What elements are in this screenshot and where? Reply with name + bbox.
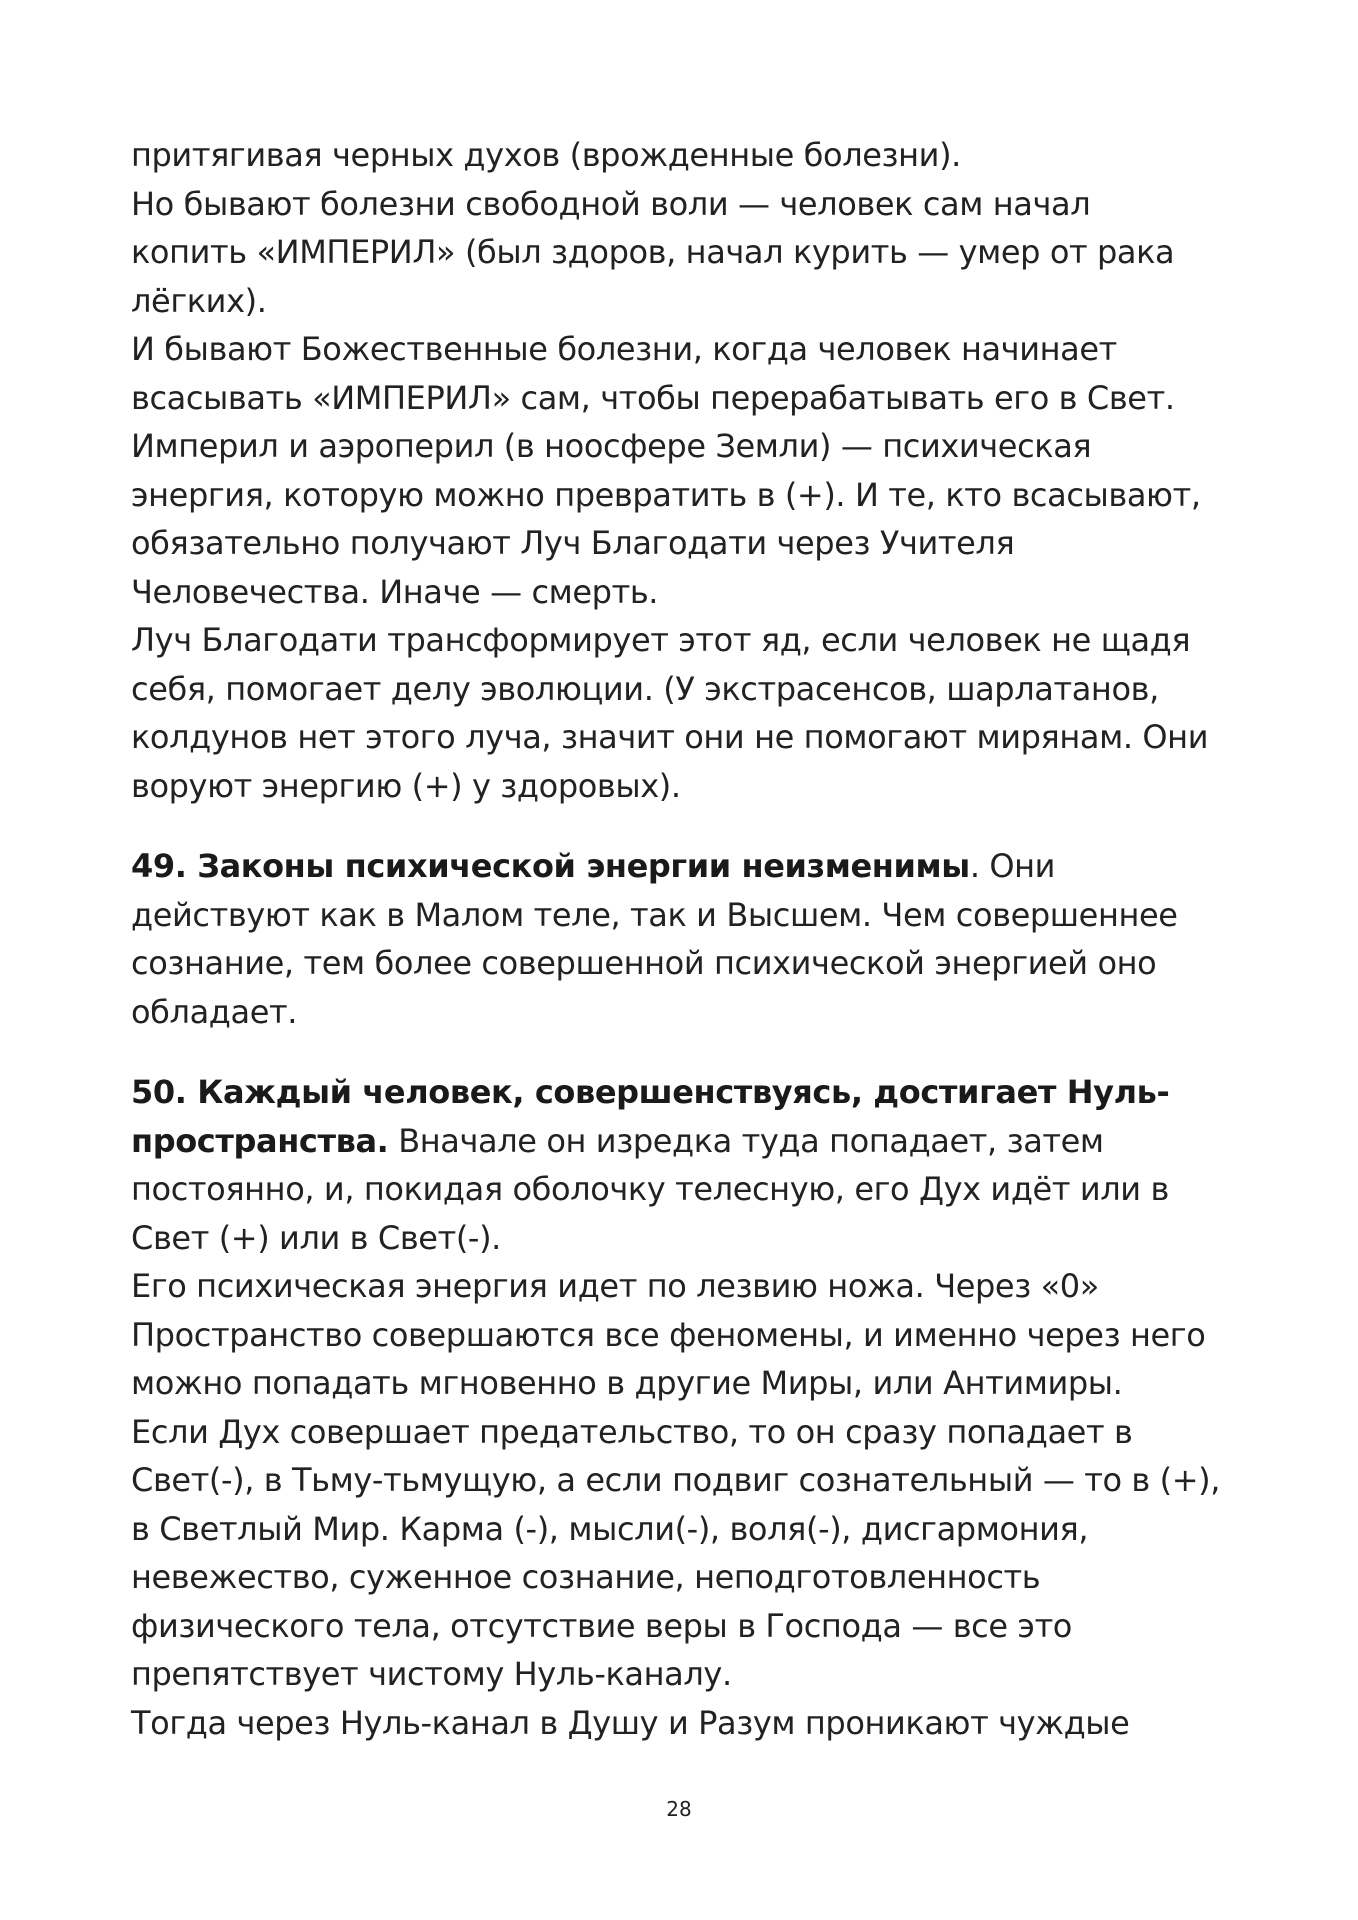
text-line: обладает. [131,992,298,1031]
section-50-heading-line-2: пространства. [131,1121,389,1160]
text-line: себя, помогает делу эволюции. (У экстрасенсов, шарлатанов, [131,669,1159,708]
text-line: всасывать «ИМПЕРИЛ» сам, чтобы перерабатывать его в Свет. [131,378,1175,417]
text-line: воруют энергию (+) у здоровых). [131,766,681,805]
text-line: можно попадать мгновенно в другие Миры, или Антимиры. [131,1364,1123,1402]
paragraph-gap [131,1036,1241,1068]
page-number: 28 [666,1797,692,1821]
text-line: Империл и аэроперил (в ноосфере Земли) — психическая [131,427,1092,465]
text-line: И бывают Божественные болезни, когда человек начинает [131,330,1117,368]
text-line: Тогда через Нуль-канал в Душу и Разум проникают чуждые [131,1703,1130,1742]
section-50-heading-rest: Вначале он изредка туда попадает, затем [388,1121,1104,1160]
section-49-heading: 49. Законы психической энергии неизменимы [131,847,970,885]
section-50-heading-line-1: 50. Каждый человек, совершенствуясь, достигает Нуль- [131,1073,1170,1111]
text-line: энергия, которую можно превратить в (+). И те, кто всасывают, [131,475,1201,514]
text-line: Свет (+) или в Свет(-). [131,1218,501,1257]
text-line: Если Дух совершает предательство, то он сразу попадает в [131,1412,1133,1451]
text-line: Пространство совершаются все феномены, и именно через него [131,1315,1206,1354]
section-49 [131,842,1241,1036]
text-line: Человечества. Иначе — смерть. [131,572,659,611]
paragraph-block-1 [131,131,1241,810]
text-line: в Светлый Мир. Карма (-), мысли(-), воля(-), дисгармония, [131,1509,1089,1548]
text-line: копить «ИМПЕРИЛ» (был здоров, начал курить — умер от рака [131,233,1175,271]
paragraph-gap [131,810,1241,842]
section-49-heading-rest: . Они [969,847,1056,885]
section-49-first-line [131,842,1241,891]
text-line: Луч Благодати трансформирует этот яд, если человек не щадя [131,621,1191,659]
text-line: Свет(-), в Тьму-тьмущую, а если подвиг сознательный — то в (+), [131,1461,1221,1499]
section-50 [131,1068,1241,1747]
text-line: колдунов нет этого луча, значит они не помогают мирянам. Они [131,718,1209,756]
text-line: Но бывают болезни свободной воли — человек сам начал [131,184,1091,223]
text-line: притягивая черных духов (врожденные болезни). [131,136,961,174]
text-line: обязательно получают Луч Благодати через Учителя [131,524,1015,562]
text-line: сознание, тем более совершенной психической энергией оно [131,944,1157,982]
page-body [131,131,1241,1747]
text-line: лёгких). [131,281,267,320]
section-50-second-line [131,1117,1241,1166]
text-line: невежество, суженное сознание, неподготовленность [131,1558,1041,1596]
text-line: физического тела, отсутствие веры в Господа — все это [131,1606,1072,1645]
text-line: препятствует чистому Нуль-каналу. [131,1655,732,1693]
text-line: постоянно, и, покидая оболочку телесную, его Дух идёт или в [131,1170,1169,1208]
text-line: Его психическая энергия идет по лезвию ножа. Через «0» [131,1267,1099,1305]
text-line: действуют как в Малом теле, так и Высшем. Чем совершеннее [131,895,1178,934]
